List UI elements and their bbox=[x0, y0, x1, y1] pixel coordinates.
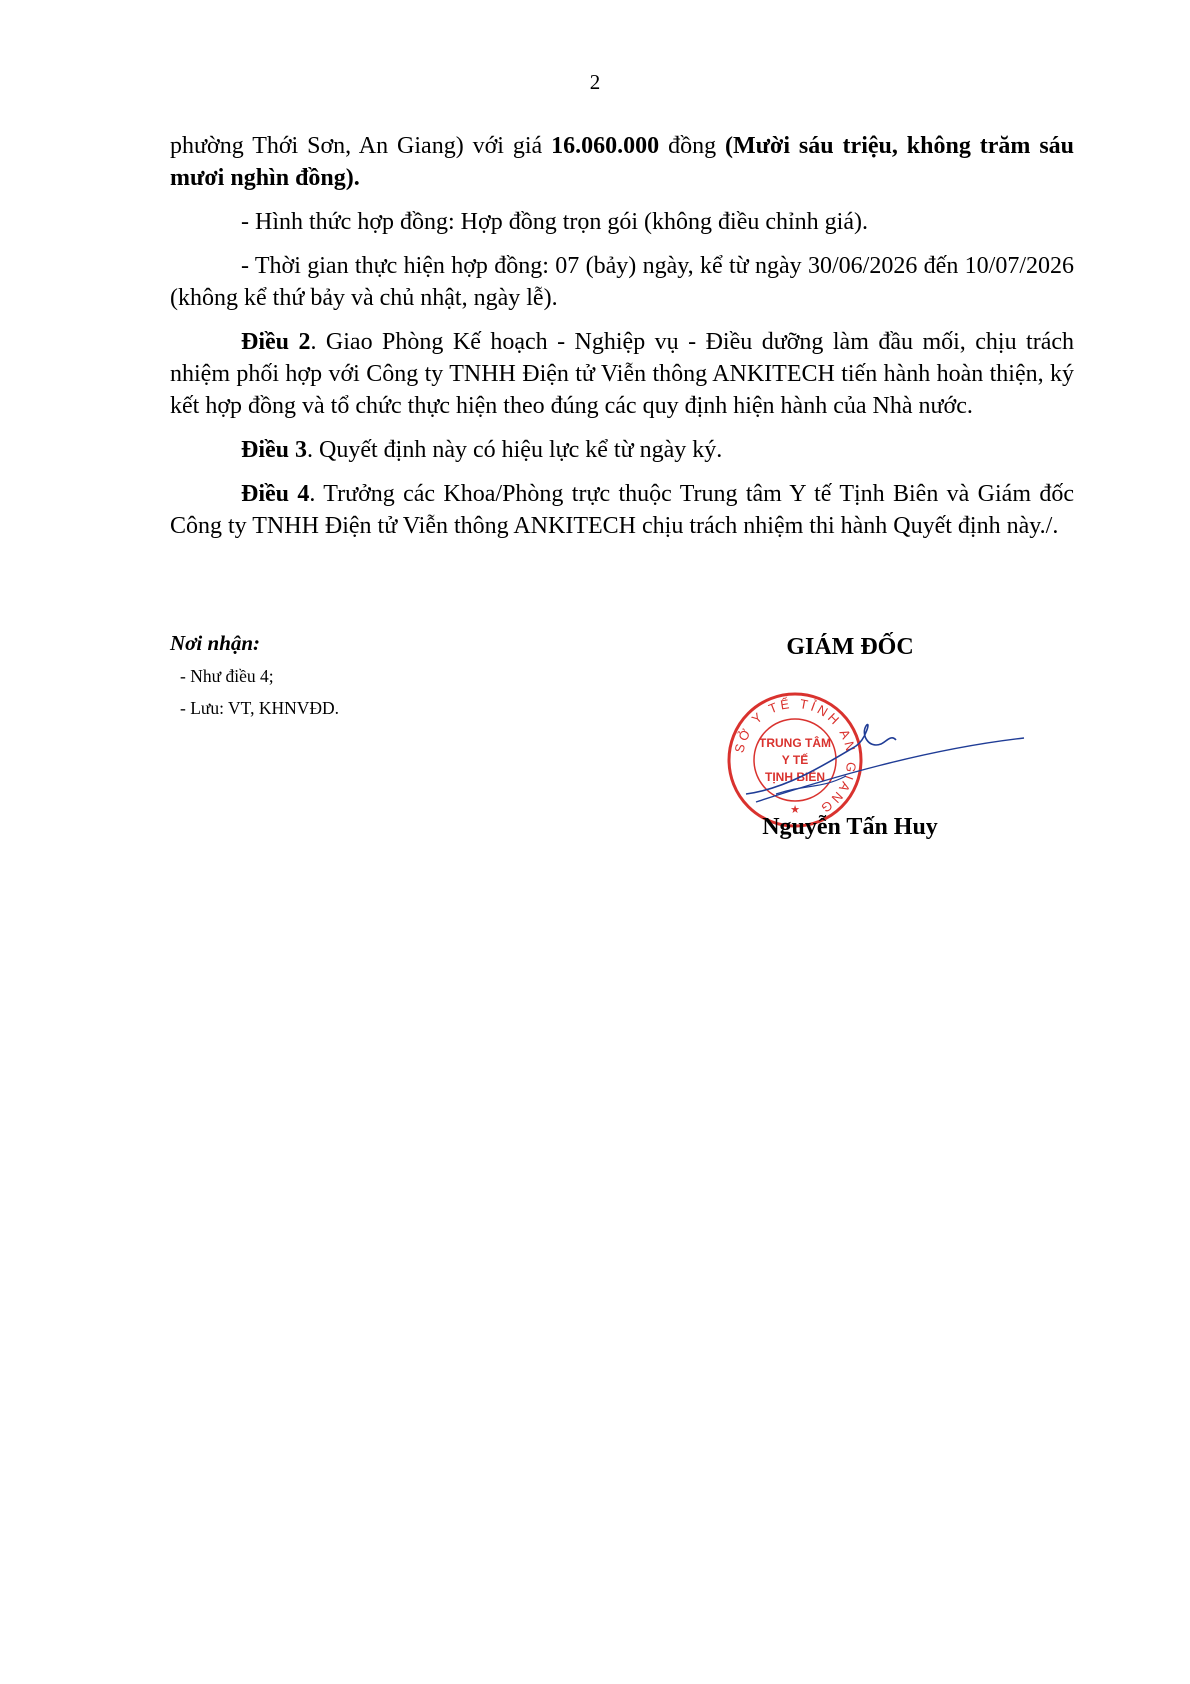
article-4-label: Điều 4 bbox=[241, 481, 310, 507]
svg-text:★: ★ bbox=[790, 803, 800, 816]
contract-duration-paragraph: - Thời gian thực hiện hợp đồng: 07 (bảy) ngày, kể từ ngày 30/06/2026 đến 10/07/2026 (không kể thứ bảy và chủ nhật, ngày lễ). bbox=[170, 253, 1074, 311]
recipient-item: - Như điều 4; bbox=[180, 666, 274, 686]
price-in-words: (Mười sáu triệu, không trăm sáu mươi nghìn đồng). bbox=[170, 133, 1075, 191]
article-3-text: . Quyết định này có hiệu lực kể từ ngày ký. bbox=[307, 437, 723, 463]
article-3-label: Điều 3 bbox=[241, 437, 307, 463]
currency-text: đồng bbox=[659, 133, 725, 159]
svg-text:TỊNH BIÊN: TỊNH BIÊN bbox=[765, 770, 825, 784]
signer-title: GIÁM ĐỐC bbox=[786, 634, 914, 660]
contract-type-paragraph: - Hình thức hợp đồng: Hợp đồng trọn gói (không điều chỉnh giá). bbox=[241, 209, 868, 235]
recipients-block bbox=[170, 631, 590, 724]
signer-name: Nguyễn Tấn Huy bbox=[762, 814, 938, 840]
document-body bbox=[170, 130, 1074, 554]
article-4 bbox=[170, 478, 1074, 542]
article-2-text: . Giao Phòng Kế hoạch - Nghiệp vụ - Điều dưỡng làm đầu mối, chịu trách nhiệm phối hợp với Công ty TNHH Điện tử Viễn thông ANKITECH tiến hành hoàn thiện, ký kết hợp đồng và tổ chức thực hiện theo đúng các quy định hiện hành của Nhà nước. bbox=[170, 329, 1074, 419]
price-paragraph bbox=[170, 130, 1074, 194]
article-2 bbox=[170, 326, 1074, 422]
page-number: 2 bbox=[589, 70, 601, 94]
price-amount: 16.060.000 bbox=[551, 133, 660, 159]
article-2-label: Điều 2 bbox=[241, 329, 311, 355]
article-3 bbox=[170, 434, 1074, 466]
handwritten-signature-icon bbox=[726, 694, 1056, 834]
article-4-text: . Trưởng các Khoa/Phòng trực thuộc Trung tâm Y tế Tịnh Biên và Giám đốc Công ty TNHH Điện tử Viễn thông ANKITECH chịu trách nhiệm thi hành Quyết định này./. bbox=[170, 481, 1074, 539]
svg-text:TRUNG TÂM: TRUNG TÂM bbox=[759, 736, 831, 750]
svg-text:Y TẾ: Y TẾ bbox=[781, 753, 809, 767]
price-text: phường Thới Sơn, An Giang) với giá bbox=[170, 133, 552, 159]
recipient-item: - Lưu: VT, KHNVĐD. bbox=[180, 698, 340, 718]
svg-text:SỞ Y TẾ TỈNH AN GIANG: SỞ Y TẾ TỈNH AN GIANG bbox=[731, 695, 860, 818]
recipients-title: Nơi nhận: bbox=[170, 631, 261, 655]
